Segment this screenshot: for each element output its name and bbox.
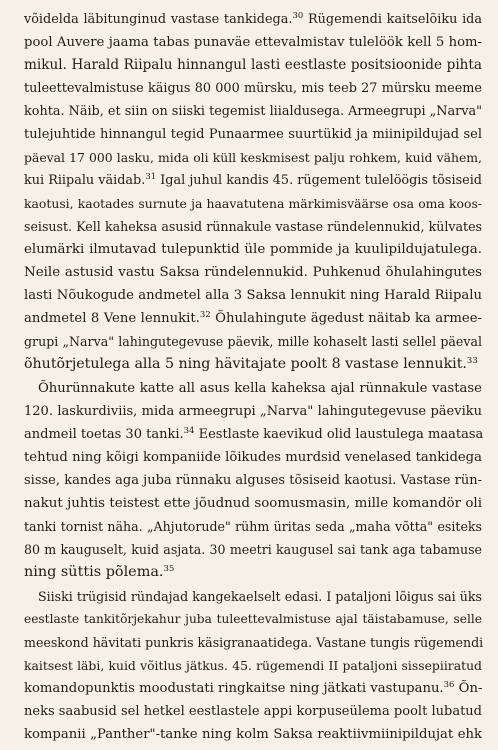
text-line: Neile astusid vastu Saksa ründelennukid. Puhkenud õhulahingutes [24, 265, 482, 280]
text-line: pool Auvere jaama tabas punaväe ettevalmistav tulelöök kell 5 hom- [24, 35, 482, 50]
footnote-ref: 34 [183, 426, 195, 436]
footnote-ref: 35 [163, 564, 175, 574]
footnote-ref: 36 [443, 680, 455, 690]
text-line: võidelda läbitunginud vastase tankidega.$^{30}$ Rügemendi kaitselõiku ida [24, 11, 483, 27]
text-line: tanki tornist näha. „Ahjutorude" rühm üritas seda „maha võtta" esiteks [24, 519, 482, 534]
text-line: mikul. Harald Riipalu hinnangul lasti eestlaste positsioonide pihta [24, 57, 482, 73]
text-line: meeskond hävitati punkris käsigranaatidega. Vastane tungis rügemendi [24, 635, 484, 650]
text-line: sisse, kandes aga juba rünnaku alguses tõsiseid kaotusi. Vastase rün- [24, 473, 482, 488]
text-line: kompanii „Panther"-tanke ning kolm Saksa reaktiivmiinipildujat ehk [24, 727, 482, 742]
text-line: päeval 17 000 lasku, mida oli küll keskmisest palju rohkem, kuid vähem, [24, 150, 482, 165]
text-line: 120. laskurdiviis, mida armeegrupi „Narva" lahingutegevuse päeviku [24, 404, 482, 419]
text-line: 80 m kauguselt, kuid asjata. 30 meetri kaugusel sai tank aga tabamuse [24, 542, 482, 557]
text-line: Siiski trügisid ründajad kangekaelselt edasi. I pataljoni lõigus sai üks [38, 589, 482, 604]
text-line: andmetel 8 Vene lennukit.$^{32}$ Õhulahingute ägedust näitab ka armee- [24, 310, 482, 326]
text-line: kui Riipalu väidab.$^{31}$ Igal juhul kandis 45. rügement tulelöögis tõsiseid [24, 172, 483, 188]
text-line: seisust. Kell kaheksa asusid rünnakule vastase ründelennukid, külvates [24, 219, 482, 234]
footnote-ref: 32 [199, 310, 211, 320]
text-line: kaotusi, kaotades surnute ja haavatutena märkimisväärse osa oma koos- [24, 196, 482, 211]
text-line: kaitsest läbi, kuid võitlus jätkus. 45. rügemendi II pataljoni sissepiiratud [24, 658, 482, 673]
footnote-ref: 31 [145, 172, 157, 182]
footnote-ref: 30 [292, 11, 304, 21]
text-line: andmeil toetas 30 tanki.$^{34}$ Eestlaste kaevikud olid laustulega maatasa [24, 426, 484, 442]
text-line: komandopunktis moodustati ringkaitse ning jätkati vastupanu.$^{36}$ Õn- [24, 680, 483, 696]
text-line: Õhurünnakute katte all asus kella kaheksa ajal rünnakule vastase [38, 381, 482, 396]
text-line: kohta. Näib, et siin on siiski tegemist liialdusega. Armeegrupi „Narva" [24, 104, 482, 119]
text-line: tehtud ning kõigi kompaniide lõikudes murdsid venelased tankidega [24, 450, 482, 465]
text-line: eestlaste tankitõrjekahur juba tuleettevalmistuse ajal täistabamuse, selle [24, 612, 482, 626]
text-line: lasti Nõukogude andmetel alla 3 Saksa lennukit ning Harald Riipalu [24, 288, 482, 303]
text-line: elumärki ilmutavad tulepunktid üle pommide ja kuulipildujatulega. [24, 242, 482, 257]
text-line: tulejuhtide hinnangul tegid Punaarmee suurtükid ja miinipildujad sel [24, 127, 482, 142]
text-line: ning süttis põlema.$^{35}$ [24, 564, 175, 580]
text-line: neks saabusid sel hetkel eestlastele appi korpuseülema poolt lubatud [24, 704, 482, 719]
footnote-ref: 33 [466, 356, 478, 366]
text-line: grupi „Narva" lahingutegevuse päevik, mille kohaselt lasti sellel päeval [24, 334, 482, 349]
text-line: tuleettevalmistuse käigus 80 000 mürsku, mis teeb 27 mürsku meeme [24, 81, 482, 96]
text-line: nakut juhtis teistest ette jõudnud soomusmasin, mille komandör oli [24, 496, 482, 511]
text-line: õhutõrjetulega alla 5 ning hävitajate poolt 8 vastase lennukit.$^{33}$ [24, 356, 478, 372]
